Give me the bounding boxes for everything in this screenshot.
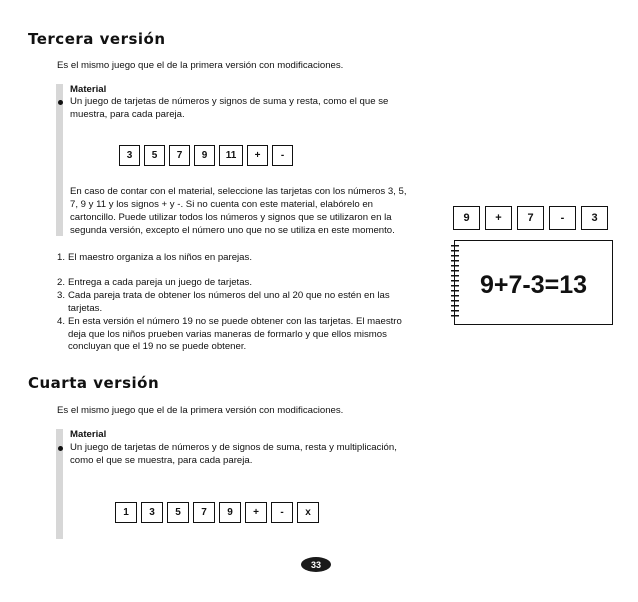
number-card: 7 xyxy=(193,502,215,523)
tercera-card-set xyxy=(119,145,293,166)
number-card: 9 xyxy=(453,206,480,230)
tercera-note-line-3: cartoncillo. Puede utilizar todos los números y signos que se utilizaron en la xyxy=(70,212,392,223)
cuarta-material-text-2: como el que se muestra, para cada pareja. xyxy=(70,455,253,466)
number-card: 5 xyxy=(167,502,189,523)
number-card: 9 xyxy=(219,502,241,523)
number-card: 7 xyxy=(517,206,544,230)
tercera-intro: Es el mismo juego que el de la primera versión con modificaciones. xyxy=(57,60,344,71)
example-card-set xyxy=(453,206,608,230)
number-card: 7 xyxy=(169,145,190,166)
sign-card: - xyxy=(549,206,576,230)
tercera-side-bar xyxy=(56,84,63,236)
cuarta-material-label: Material xyxy=(70,429,107,440)
section-title-tercera: Tercera versión xyxy=(28,30,166,48)
cuarta-material-text-1: Un juego de tarjetas de números y de signos de suma, resta y multiplicación, xyxy=(70,442,397,453)
equation-text: 9+7-3=13 xyxy=(479,271,588,299)
sign-card: x xyxy=(297,502,319,523)
number-card: 3 xyxy=(119,145,140,166)
sign-card: + xyxy=(485,206,512,230)
list-item: 4. En esta versión el número 19 no se puede obtener con las tarjetas. El maestro deja que los niños prueben varias maneras de formarlo y que ellos mismos concluyan que el 19 no se puede obtener. xyxy=(57,316,402,353)
bullet-icon xyxy=(58,100,63,105)
tercera-material-label: Material xyxy=(70,84,107,95)
sign-card: - xyxy=(271,502,293,523)
notebook-illustration xyxy=(454,240,613,325)
sign-card: + xyxy=(245,502,267,523)
number-card: 3 xyxy=(141,502,163,523)
page-number: 33 xyxy=(301,557,331,572)
sign-card: + xyxy=(247,145,268,166)
number-card: 3 xyxy=(581,206,608,230)
number-card: 5 xyxy=(144,145,165,166)
cuarta-intro: Es el mismo juego que el de la primera versión con modificaciones. xyxy=(57,405,344,416)
list-item: 3. Cada pareja trata de obtener los números del uno al 20 que no estén en las tarjetas. xyxy=(57,290,390,314)
section-title-cuarta: Cuarta versión xyxy=(28,374,160,392)
sign-card: - xyxy=(272,145,293,166)
tercera-note-line-1: En caso de contar con el material, seleccione las tarjetas con los números 3, 5, xyxy=(70,186,407,197)
number-card: 11 xyxy=(219,145,243,166)
tercera-note-line-4: segunda versión, excepto el número uno que no se utiliza en este momento. xyxy=(70,225,395,236)
tercera-material-text-1: Un juego de tarjetas de números y signos de suma y resta, como el que se xyxy=(70,96,389,107)
cuarta-card-set xyxy=(115,502,319,523)
tercera-note-line-2: 7, 9 y 11 y los signos + y -. Si no cuenta con este material, elabórelo en xyxy=(70,199,373,210)
number-card: 9 xyxy=(194,145,215,166)
bullet-icon xyxy=(58,446,63,451)
number-card: 1 xyxy=(115,502,137,523)
tercera-material-text-2: muestra, para cada pareja. xyxy=(70,109,185,120)
